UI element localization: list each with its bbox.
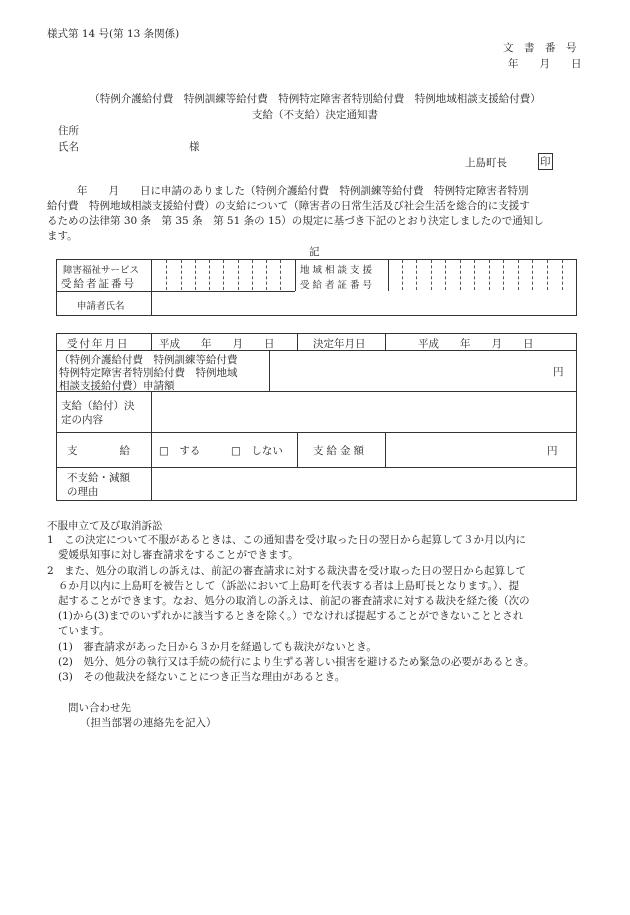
- body-line-2: 給付費 特例地域相談支援給付費）の支給について（障害者の日常生活及び社会生活を総合的に支援す: [47, 200, 530, 212]
- digit-sep: [489, 260, 490, 290]
- digit-sep: [252, 260, 253, 290]
- receipt-date-value: 平成 年 月 日: [159, 338, 275, 350]
- appeal-item-1: (1) 審査請求があった日から３か月を経過しても裁決がないとき。: [58, 641, 377, 653]
- seal-mark: 印: [538, 153, 553, 170]
- t2-col-d: [297, 432, 298, 467]
- chiiki-label-1: 地域相談支援: [300, 265, 376, 276]
- digit-sep: [416, 260, 417, 290]
- table1-col-divider-1: [151, 259, 152, 316]
- digit-sep: [402, 260, 403, 290]
- digit-sep: [280, 260, 281, 290]
- amount-label-1: （特例介護給付費 特例訓練等給付費: [59, 354, 238, 366]
- t2-row-4: [56, 467, 577, 468]
- t2-col-b: [297, 333, 298, 350]
- t2-col-e: [385, 432, 386, 467]
- digit-sep: [431, 260, 432, 290]
- ki-label: 記: [309, 246, 320, 258]
- issuer-name: 上島町長: [465, 157, 507, 169]
- content-label-1: 支給（給付）決: [61, 400, 135, 412]
- t2-col-c: [385, 333, 386, 350]
- body-line-1: 年 月 日に申請のありました（特例介護給付費 特例訓練等給付費 特例特定障害者特別: [77, 185, 529, 197]
- date-label: 年 月 日: [508, 58, 582, 70]
- decision-date-value: 平成 年 月 日: [418, 338, 534, 350]
- digit-sep: [474, 260, 475, 290]
- digit-sep: [181, 260, 182, 290]
- applicant-name-label: 申請者氏名: [77, 301, 125, 312]
- appeal-item-2: (2) 処分、処分の執行又は手続の続行により生ずる著しい損害を避けるため緊急の必要があるとき。: [58, 656, 535, 668]
- digit-sep: [445, 260, 446, 290]
- doc-number-label: 文 書 番 号: [503, 42, 577, 54]
- yen-label: 円: [553, 366, 564, 378]
- payment-label: 支 給: [67, 445, 130, 457]
- option-no[interactable]: □ しない: [231, 445, 283, 457]
- table1-row-divider: [56, 291, 295, 292]
- appeal-1-line-1: 1 この決定について不服があるときは、この通知書を受け取った日の翌日から起算して３か月以内に: [47, 534, 526, 546]
- name-label: 氏名: [58, 141, 79, 153]
- table1-col-divider-3: [388, 259, 389, 291]
- body-line-3: るための法律第 30 条 第 35 条 第 51 条の 15）の規定に基づき下記のとおり決定しましたので通知し: [47, 215, 544, 227]
- table1-col-divider-2: [295, 259, 296, 291]
- payment-amount-label: 支給金額: [313, 445, 367, 457]
- cert-label-2: 受給者証番号: [61, 278, 136, 290]
- digit-sep: [166, 260, 167, 290]
- appeal-2-line-3: 起することができます。なお、処分の取消しの訴えは、前記の審査請求に対する裁決を経た後（次の: [58, 595, 530, 607]
- digit-sep: [209, 260, 210, 290]
- cert-label-1: 障害福祉サービス: [63, 265, 140, 276]
- digit-sep: [562, 260, 563, 290]
- receipt-date-label: 受付年月日: [67, 338, 130, 350]
- appeal-title: 不服申立て及び取消訴訟: [47, 520, 163, 532]
- contact-title: 問い合わせ先: [68, 702, 131, 714]
- address-label: 住所: [58, 125, 79, 137]
- appeal-2-line-2: ６か月以内に上島町を被告として（訴訟において上島町を代表する者は上島町長となります。）、提: [58, 580, 520, 592]
- t2-col-a: [151, 333, 152, 350]
- body-line-4: ます。: [47, 230, 78, 242]
- appeal-2-line-5: ています。: [58, 625, 110, 637]
- reason-label-2: の理由: [67, 486, 99, 498]
- contact-note: （担当部署の連絡先を記入）: [80, 717, 217, 729]
- amount-label-3: 相談支援給付費）申請額: [59, 380, 175, 392]
- t2-col-a2: [151, 391, 152, 501]
- option-yes[interactable]: □ する: [159, 445, 201, 457]
- reason-label-1: 不支給・減額: [67, 472, 130, 484]
- content-label-2: 定の内容: [61, 414, 103, 426]
- decision-date-label: 決定年月日: [313, 338, 366, 350]
- appeal-item-3: (3) その他裁決を経ないことにつき正当な理由があるとき。: [58, 671, 346, 683]
- yen-label-2: 円: [547, 445, 558, 457]
- appeal-2-line-4: (1)から(3)までのいずれかに該当するときを除く。）でなければ提起することができないこととされ: [58, 610, 524, 622]
- digit-sep: [460, 260, 461, 290]
- amount-label-2: 特例特定障害者特別給付費 特例地域: [59, 367, 238, 379]
- form-number: 様式第 14 号(第 13 条関係): [47, 28, 180, 40]
- title-line-1: （特例介護給付費 特例訓練等給付費 特例特定障害者特別給付費 特例地域相談支援給付費）: [89, 93, 541, 105]
- digit-sep: [532, 260, 533, 290]
- chiiki-label-2: 受給者証番号: [300, 280, 376, 291]
- digit-sep: [547, 260, 548, 290]
- appeal-2-line-1: 2 また、処分の取消しの訴えは、前記の審査請求に対する裁決書を受け取った日の翌日から起算して: [47, 565, 527, 577]
- digit-sep: [238, 260, 239, 290]
- digit-sep: [518, 260, 519, 290]
- page-title: 支給（不支給）決定通知書: [252, 109, 378, 121]
- appeal-1-line-2: 愛媛県知事に対し審査請求をすることができます。: [58, 549, 299, 561]
- t2-row-3: [56, 432, 577, 433]
- sama-label: 様: [189, 141, 200, 153]
- digit-sep: [223, 260, 224, 290]
- t2-col-amount: [269, 350, 270, 391]
- digit-sep: [195, 260, 196, 290]
- digit-sep: [503, 260, 504, 290]
- digit-sep: [266, 260, 267, 290]
